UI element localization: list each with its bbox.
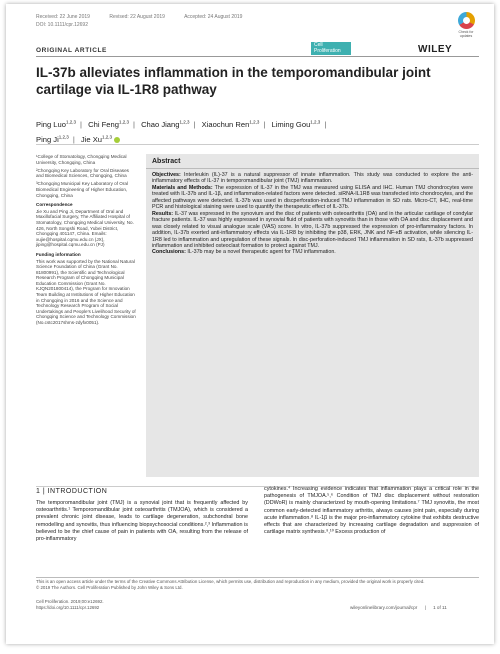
journal-website-link[interactable]: wileyonlinelibrary.com/journal/cpr bbox=[350, 605, 418, 610]
crossmark-icon bbox=[458, 12, 475, 29]
article-sidebar bbox=[36, 154, 136, 329]
affiliation: ¹College of Stomatology, Chongqing Medical University, Chongqing, China bbox=[36, 154, 127, 165]
section-heading: 1 | INTRODUCTION bbox=[36, 488, 108, 495]
check-for-updates-badge[interactable] bbox=[452, 12, 480, 42]
license-text: This is an open access article under the terms of the Creative Commons Attribution License, which permits use, distribution and reproduction in any medium, provided the original work is properly cited. bbox=[36, 579, 425, 584]
article-type: ORIGINAL ARTICLE bbox=[36, 47, 107, 54]
authors-divider bbox=[36, 144, 479, 145]
abstract-methods: Materials and Methods: The expression of IL-37 in the TMJ was measured using ELISA and IHC. Human TMJ chondrocytes were treated with IL-37b and IL-1β, and inflammation-related factors were detected. siRNA-IL1R8 was transfected into chondrocytes, and the affected pathways were detected. IL-37b was used in discperforation-induced TMJ inflammation in SD rats. Micro-CT, IHC, real-time PCR and histological staining were used to quantify the therapeutic effect of IL-37b. bbox=[152, 184, 474, 211]
author[interactable]: Ping Ji$^{1,2,3}$ bbox=[36, 134, 69, 144]
author[interactable]: Chi Feng$^{1,2,3}$ bbox=[88, 119, 129, 129]
author[interactable]: Xiaochun Ren$^{1,2,3}$ bbox=[201, 119, 260, 129]
paper-page bbox=[6, 4, 494, 644]
abstract-box bbox=[146, 154, 479, 477]
body-column-right bbox=[264, 486, 479, 536]
journal-logo-line1: Cell bbox=[314, 42, 323, 48]
abstract-heading: Abstract bbox=[146, 154, 479, 169]
abstract-objectives: Objectives: Interleukin (IL)-37 is a natural suppressor of innate inflammation. This study was conducted to explore the anti-inflammatory effects of IL-37 in temporomandibular joint (TMJ) inflammation. bbox=[152, 172, 473, 185]
funding-text: This work was supported by the National Natural Science Foundation of China (Grant No. 81800991), the Scientific and Technological Research Program of Chongqing Municipal Education Commission (Grant No. KJQN201800414), the Program for Innovation Team Building at Institutions of Higher Education in Chongqing in 2016 and the Science and Technology Research Program of Social Undertakings and People's Livelihood Security of Chongqing Science and Technology Commission (No.cstc2017shms-zdyfx0051). bbox=[36, 258, 136, 326]
copyright-text: © 2019 The Authors. Cell Proliferation Published by John Wiley & Sons Ltd. bbox=[36, 584, 183, 590]
orcid-icon[interactable] bbox=[114, 137, 120, 143]
author[interactable]: Chao Jiang$^{1,2,3}$ bbox=[141, 119, 190, 129]
body-column-left bbox=[36, 500, 248, 543]
page-footer bbox=[344, 605, 447, 610]
intro-paragraph: The temporomandibular joint (TMJ) is a synovial joint that is frequently affected by osteoarthritis.¹ Temporomandibular joint osteoarthritis (TMJOA), which is considered a prevalent chronic joint disease, leads to cartilage degeneration, subchondral bone remodelling and synovitis, thus influencing biopsychosocial conditions.²,³ Inflammation is believed to be the chief cause of pain in patients with OA, resulting from the release of pro-inflammatory bbox=[36, 500, 248, 543]
page-divider: | bbox=[424, 605, 426, 610]
journal-logo bbox=[311, 42, 351, 55]
author-list: Ping Luo$^{1,2,3}$ | Chi Feng$^{1,2,3}$ | Chao Jiang$^{1,2,3}$ | Xiaochun Ren$^{1,2,3}$ | Liming Gou$^{1,2,3}$ | Ping Ji$^{1,2,3}$ | Jie Xu$^{1,2,3}$ bbox=[36, 119, 327, 144]
crossmark-label: Check for updates bbox=[458, 30, 474, 38]
doi: DOI: 10.1111/cpr.12692 bbox=[36, 22, 88, 28]
abstract-conclusions: Conclusions: IL-37b may be a novel therapeutic agent for TMJ inflammation. bbox=[152, 249, 336, 256]
page-number: 1 of 11 bbox=[433, 605, 447, 610]
affiliation: ²Chongqing Key Laboratory for Oral Diseases and Biomedical Sciences, Chongqing, China bbox=[36, 167, 129, 179]
header-divider bbox=[36, 56, 479, 57]
abstract-results: Results: IL-37 was expressed in the synovium and the disc of patients with osteoarthritis (OA) and in the articular cartilage of condylar fracture patients. IL-37 was highly expressed in synovial fluid of patients with synovitis than in those with OA and disc displacement and was closely related to visual analogue scale (VAS) score. In vitro, IL-37b suppressed the expression of pro-inflammatory factors. In addition, IL-37b exerted anti-inflammatory effects via IL-1R8 by inhibiting the p38, ERK, JNK and NF-κB activation, while silencing IL-1R8 led to inflammation and upregulation of these signals. In disc-perforation-induced TMJ inflammation in SD rats, IL-37b suppressed inflammation and inhibited osteoclast formation to protect against TMJ. bbox=[152, 210, 473, 249]
publisher-logo: WILEY bbox=[418, 44, 453, 55]
author[interactable]: Liming Gou$^{1,2,3}$ bbox=[271, 119, 321, 129]
license-note bbox=[36, 579, 476, 590]
correspondence-heading: Correspondence bbox=[36, 202, 73, 208]
accepted-date: Accepted: 24 August 2019 bbox=[184, 14, 243, 20]
journal-citation-text: Cell Proliferation. 2019;00:e12692. bbox=[36, 599, 104, 604]
funding-heading: Funding information bbox=[36, 251, 81, 257]
affiliation: ³Chongqing Municipal Key Laboratory of Oral Biomedical Engineering of Higher Education, Chongqing, China bbox=[36, 181, 128, 198]
revised-date: Revised: 22 August 2019 bbox=[109, 14, 165, 20]
correspondence-text: Jie Xu and Ping Ji, Department of Oral and Maxillofacial Surgery, The Affiliated Hospital of Stomatology, Chongqing Medical University, No. 426, North Songshi Road, Yubei District, Chongqing 401147, China. Emails: xujie@hospital.cqmu.edu.cn (JX), jiping@hospital.cqmu.edu.cn (PJ) bbox=[36, 208, 134, 248]
journal-logo-line2: Proliferation bbox=[314, 47, 341, 54]
article-title: IL-37b alleviates inflammation in the temporomandibular joint cartilage via IL-1R8 pathway bbox=[36, 65, 431, 97]
received-date: Received: 22 June 2019 bbox=[36, 14, 90, 20]
author[interactable]: Jie Xu$^{1,2,3}$ bbox=[80, 134, 113, 144]
author[interactable]: Ping Luo$^{1,2,3}$ bbox=[36, 119, 76, 129]
journal-doi-link[interactable]: https://doi.org/10.1111/cpr.12692 bbox=[36, 604, 100, 610]
intro-paragraph-continued: cytokines.⁴ Increasing evidence indicates that inflammation plays a critical role in the pathogenesis of TMJOA.⁵,⁶ Condition of TMJ disc displacement without restoration (DDWoR) is mainly characterized by mouth-opening limitations.⁷ TMJ synovitis, the most common early-detected inflammatory arthritis, always causes joint pain, especially during acute inflammation.⁸ IL-1β is the major pro-inflammatory cytokine that exhibits destructive effects that are characterized by increasing cartilage degradation and suppression of cartilage matrix synthesis.⁹,¹⁰ Excess production of bbox=[264, 486, 479, 536]
journal-citation bbox=[36, 599, 104, 610]
submission-dates bbox=[36, 14, 260, 20]
footer-divider bbox=[36, 577, 479, 578]
abstract-body bbox=[146, 169, 479, 259]
